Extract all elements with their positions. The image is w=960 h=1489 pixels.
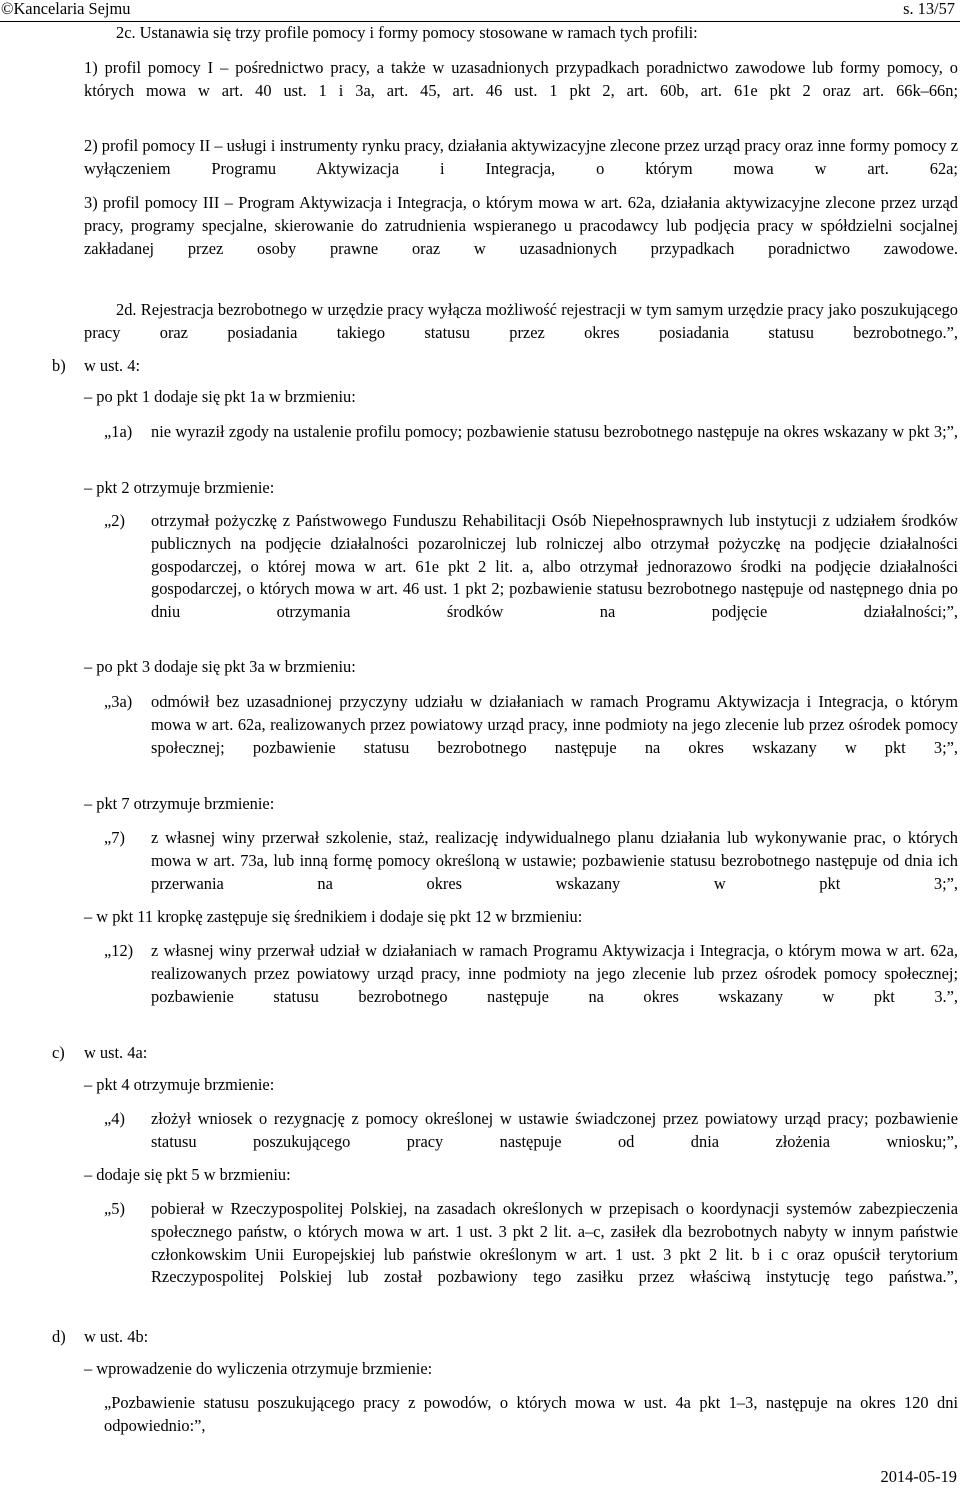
item-b-change-2: – pkt 2 otrzymuje brzmienie: (84, 478, 275, 497)
item-d-title: w ust. 4b: (84, 1327, 149, 1346)
point-7-text: z własnej winy przerwał szkolenie, staż, realizację indywidualnego planu działania lub wykonywanie prac, o których mowa w art. 73a, lub inną formę pomocy określoną w ustawie; pozbawienie statusu bezrobotnego następuje od dnia ich przerwania na okres wskazany w pkt 3;”, (151, 828, 958, 893)
point-2-text: otrzymał pożyczkę z Państwowego Funduszu Rehabilitacji Osób Niepełnosprawnych lub instytucji z udziałem środków publicznych na podjęcie działalności pozarolniczej lub rolniczej albo otrzymał pożyczkę na podjęcie działalności gospodarczej, o której mowa w art. 61e pkt 2 lit. a, albo otrzymał jednorazowo środki na podjęcie działalności gospodarczej, o których mowa w art. 46 ust. 1 pkt 2; pozbawienie statusu bezrobotnego następuje od następnego dnia po dniu otrzymania środków na podjęcie działalności;”, (151, 511, 958, 622)
item-b-title: w ust. 4: (84, 356, 141, 375)
section-2c-intro: 2c. Ustanawia się trzy profile pomocy i formy pomocy stosowane w ramach tych profili: (116, 23, 698, 42)
point-4-text: złożył wniosek o rezygnację z pomocy określonej w ustawie świadczonej przez powiatowy urząd pracy; pozbawienie statusu poszukującego pracy następuje od dnia złożenia wniosku;”, (151, 1109, 958, 1151)
point-1a-text: nie wyraził zgody na ustalenie profilu pomocy; pozbawienie statusu bezrobotnego następuje na okres wskazany w pkt 3;”, (151, 422, 958, 441)
point-3a-text: odmówił bez uzasadnionej przyczyny udziału w działaniach w ramach Programu Aktywizacja i Integracja, o którym mowa w art. 62a, realizowanych przez powiatowy urząd pracy, inne podmioty na jego zlecenie lub przez ośrodek pomocy społecznej; pozbawienie statusu bezrobotnego następuje na okres wskazany w pkt 3;”, (151, 692, 958, 757)
header-page-number: s. 13/57 (903, 0, 955, 18)
item-b-label: b) (52, 356, 66, 375)
footer-date: 2014-05-19 (880, 1467, 957, 1486)
item-b-change-1: – po pkt 1 dodaje się pkt 1a w brzmieniu: (84, 387, 356, 406)
item-c-change-1: – pkt 4 otrzymuje brzmienie: (84, 1075, 275, 1094)
header-publisher: ©Kancelaria Sejmu (1, 0, 131, 18)
profile-2: 2) profil pomocy II – usługi i instrumenty rynku pracy, działania aktywizacyjne zlecone przez urząd pracy oraz inne formy pomocy z wyłączeniem Programu Aktywizacja i Integracja, o którym mowa w art. 62a; (84, 136, 958, 178)
profile-1: 1) profil pomocy I – pośrednictwo pracy, a także w uzasadnionych przypadkach poradnictwo zawodowe lub formy pomocy, o których mowa w art. 40 ust. 1 i 3a, art. 45, art. 46 ust. 1 pkt 2, art. 60b, art. 61e pkt 2 oraz art. 66k–66n; (84, 58, 958, 100)
point-4-number: „4) (104, 1109, 125, 1128)
point-5-number: „5) (104, 1199, 125, 1218)
item-d-change-1: – wprowadzenie do wyliczenia otrzymuje brzmienie: (84, 1359, 433, 1378)
point-5-text: pobierał w Rzeczypospolitej Polskiej, na zasadach określonych w przepisach o koordynacji systemów zabezpieczenia społecznego państw, o których mowa w art. 1 ust. 3 pkt 2 lit. a–c, zasiłek dla bezrobotnych nabyty w innym państwie członkowskim Unii Europejskiej lub państwie określonym w art. 1 ust. 3 pkt 2 lit. b i c oraz opuścił terytorium Rzeczypospolitej Polskiej lub został pozbawiony tego zasiłku przez właściwą instytucję tego państwa.”, (151, 1199, 958, 1287)
point-12-number: „12) (104, 941, 134, 960)
point-1a-number: „1a) (104, 422, 133, 441)
item-d-text: „Pozbawienie statusu poszukującego pracy z powodów, o których mowa w ust. 4a pkt 1–3, następuje na okres 120 dni odpowiednio:”, (104, 1393, 958, 1435)
item-c-change-2: – dodaje się pkt 5 w brzmieniu: (84, 1165, 291, 1184)
section-2d: 2d. Rejestracja bezrobotnego w urzędzie pracy wyłącza możliwość rejestracji w tym samym urzędzie pracy jako poszukującego pracy oraz posiadania takiego statusu przez okres posiadania statusu bezrobotnego.”, (84, 300, 958, 342)
item-b-change-5: – w pkt 11 kropkę zastępuje się średnikiem i dodaje się pkt 12 w brzmieniu: (84, 907, 583, 926)
item-d-label: d) (52, 1327, 66, 1346)
profile-3: 3) profil pomocy III – Program Aktywizacja i Integracja, o którym mowa w art. 62a, działania aktywizacyjne zlecone przez urząd pracy, programy specjalne, skierowanie do zatrudnienia wspieranego u pracodawcy lub podjęcia pracy w spółdzielni socjalnej zakładanej przez osoby prawne oraz w uzasadnionych przypadkach poradnictwo zawodowe. (84, 193, 958, 258)
point-12-text: z własnej winy przerwał udział w działaniach w ramach Programu Aktywizacja i Integracja, o którym mowa w art. 62a, realizowanych przez powiatowy urząd pracy, inne podmioty na jego zlecenie lub przez ośrodek pomocy społecznej; pozbawienie statusu bezrobotnego następuje na okres wskazany w pkt 3.”, (151, 941, 958, 1006)
point-7-number: „7) (104, 828, 125, 847)
point-3a-number: „3a) (104, 692, 133, 711)
item-b-change-4: – pkt 7 otrzymuje brzmienie: (84, 794, 275, 813)
item-c-title: w ust. 4a: (84, 1043, 148, 1062)
point-2-number: „2) (104, 511, 125, 530)
page-header (0, 0, 960, 22)
item-b-change-3: – po pkt 3 dodaje się pkt 3a w brzmieniu: (84, 657, 356, 676)
item-c-label: c) (52, 1043, 65, 1062)
